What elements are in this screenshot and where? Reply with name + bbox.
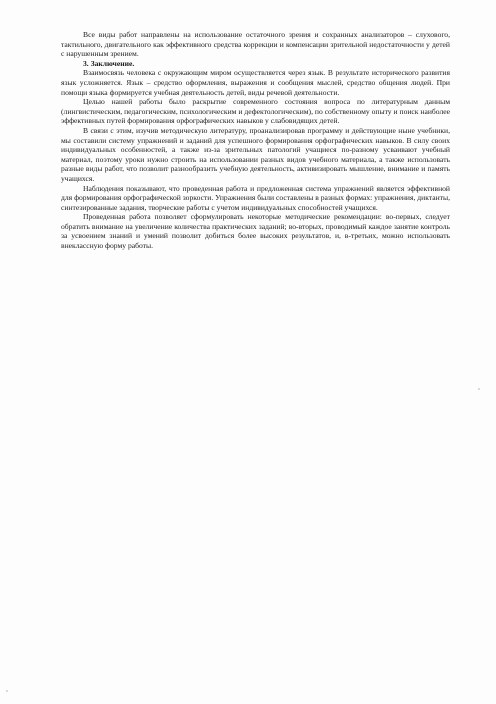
paragraph-1: Взаимосвязь человека с окружающим миром осуществляется через язык. В результате исторического развития язык усложняется. Язык – средство оформления, выражения и сообщения мыслей, средство общения людей. При помощи языка формируется учебная деятельность детей, виды речевой деятельности. [61,68,450,97]
scan-speck [6,690,8,692]
paragraph-2: Целью нашей работы было раскрытие современного состояния вопроса по литературным данным (лингвистическим, педагогическим, психологическим и дефектологическим), по собственному опыту и поиск наиболее эффективных путей формирования орфографических навыков у слабовидящих детей. [61,97,450,126]
paragraph-4: Наблюдения показывают, что проведенная работа и предложенная система упражнений является эффективной для формирования орфографической зоркости. Упражнения были составлены в разных формах: упражнения, диктанты, синтезированные задания, творческие работы с учетом индивидуальных способностей учащихся. [61,183,450,212]
document-body [61,30,450,251]
scan-speck [478,388,480,390]
paragraph-intro: Все виды работ направлены на использование остаточного зрения и сохранных анализаторов – слухового, тактильного, двигательного как эффективного средства коррекции и компенсации зрительной недостаточности у детей с нарушенным зрением. [61,30,450,59]
section-heading: 3. Заключение. [83,58,135,68]
paragraph-5: Проведенная работа позволяет сформулировать некоторые методические рекомендации: во-первых, следует обратить внимание на увеличение количества практических заданий; во-вторых, проводимый каждое занятие контроль за усвоением знаний и умений позволит добиться более высоких результатов, и, в-третьих, можно использовать внеклассную форму работы. [61,212,450,251]
paragraph-3: В связи с этим, изучив методическую литературу, проанализировав программу и действующие ныне учебники, мы составили систему упражнений и заданий для успешного формирования орфографических навыков. В силу своих индивидуальных особенностей, а также из-за зрительных патологий учащиеся по-разному усваивают учебный материал, поэтому уроки нужно строить на использовании разных видов учебного материала, а также использовать разные виды работ, что позволит разнообразить учебную деятельность, активизировать мышление, внимание и память учащихся. [61,125,450,183]
